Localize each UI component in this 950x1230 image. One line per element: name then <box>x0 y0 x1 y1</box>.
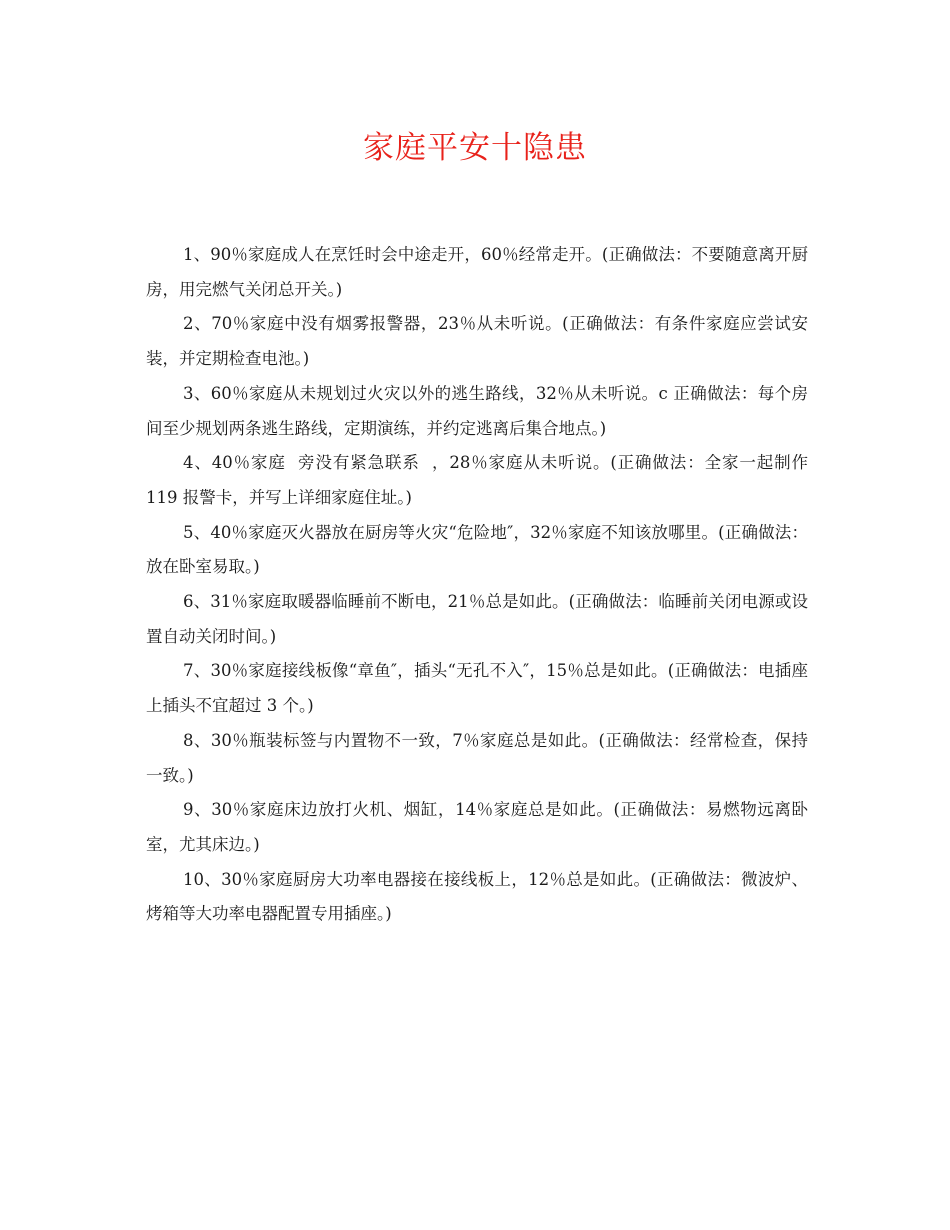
document-title: 家庭平安十隐患 <box>363 130 587 166</box>
hazard-item-6: 6、31％家庭取暖器临睡前不断电，21％总是如此。(正确做法：临睡前关闭电源或设置自动关闭时间。) <box>146 592 808 646</box>
hazard-item-9: 9、30％家庭床边放打火机、烟缸，14％家庭总是如此。(正确做法：易燃物远离卧室，尤其床边。) <box>146 800 808 854</box>
hazard-item-3: 3、60％家庭从未规划过火灾以外的逃生路线，32％从未听说。c 正确做法：每个房间至少规划两条逃生路线，定期演练，并约定逃离后集合地点。) <box>146 383 808 438</box>
hazard-item-10: 10、30％家庭厨房大功率电器接在接线板上，12％总是如此。(正确做法：微波炉、烤箱等大功率电器配置专用插座。) <box>146 869 808 924</box>
hazard-item-2: 2、70％家庭中没有烟雾报警器，23％从未听说。(正确做法：有条件家庭应尝试安装，并定期检查电池。) <box>146 314 808 369</box>
hazard-item-4: 4、40％家庭 旁没有紧急联系 ，28％家庭从未听说。(正确做法：全家一起制作 119 报警卡，并写上详细家庭住址。) <box>146 453 814 507</box>
hazard-item-5: 5、40％家庭灭火器放在厨房等火灾“危险地″，32％家庭不知该放哪里。(正确做法：放在卧室易取。) <box>146 522 808 577</box>
document-body <box>146 238 814 932</box>
hazard-item-1: 1、90％家庭成人在烹饪时会中途走开，60％经常走开。(正确做法：不要随意离开厨房，用完燃气关闭总开关。) <box>146 245 808 299</box>
hazard-item-8: 8、30％瓶装标签与内置物不一致，7％家庭总是如此。(正确做法：经常检查，保持一致。) <box>146 730 808 785</box>
hazard-item-7: 7、30％家庭接线板像“章鱼″，插头“无孔不入″，15％总是如此。(正确做法：电插座上插头不宜超过 3 个。) <box>146 661 808 716</box>
